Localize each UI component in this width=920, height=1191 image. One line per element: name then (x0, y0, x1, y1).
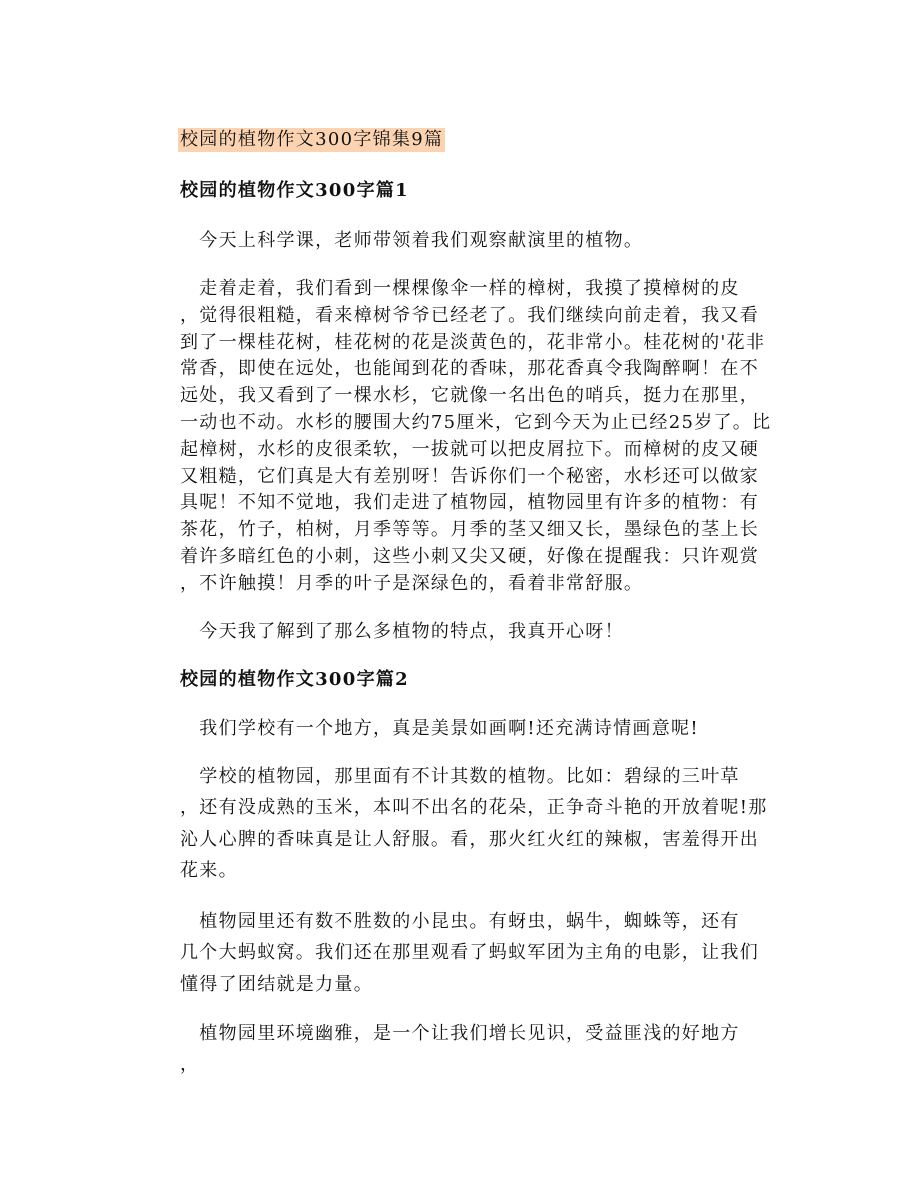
paragraph-line: 茶花，竹子，柏树，月季等等。月季的茎又细又长，墨绿色的茎上长 (180, 519, 759, 541)
paragraph-line: 几个大蚂蚁窝。我们还在那里观看了蚂蚁军团为主角的电影，让我们 (180, 942, 759, 964)
paragraph-line: ，还有没成熟的玉米，本叫不出名的花朵，正争奇斗艳的开放着呢!那 (180, 797, 768, 819)
paragraph-line: ，不许触摸！月季的叶子是深绿色的，看着非常舒服。 (180, 572, 644, 594)
paragraph: 今天上科学课，老师带领着我们观察献演里的植物。 (180, 230, 644, 251)
paragraph-line: 具呢！不知不觉地，我们走进了植物园，植物园里有许多的植物：有 (180, 492, 759, 514)
paragraph-line: 沁人心脾的香味真是让人舒服。看，那火红火红的辣椒，害羞得开出 (180, 828, 759, 850)
paragraph-line: 走着走着，我们看到一棵棵像伞一样的樟树，我摸了摸樟树的皮 (180, 278, 740, 299)
paragraph-line: 远处，我又看到了一棵水杉，它就像一名出色的哨兵，挺力在那里， (180, 385, 759, 407)
paragraph-line: 学校的植物园，那里面有不计其数的植物。比如：碧绿的三叶草 (180, 766, 740, 787)
paragraph-line: 一动也不动。水杉的腰围大约75厘米，它到今天为止已经25岁了。比 (180, 412, 772, 433)
paragraph-line: 又粗糙，它们真是大有差别呀！告诉你们一个秘密，水杉还可以做家 (180, 465, 759, 487)
section-2-heading: 校园的植物作文300字篇2 (180, 669, 409, 690)
paragraph-line: 植物园里还有数不胜数的小昆虫。有蚜虫，蜗牛，蜘蛛等，还有 (180, 911, 740, 932)
paragraph-line: 常香，即使在远处，也能闻到花的香味，那花香真令我陶醉啊！在不 (180, 358, 759, 380)
paragraph-line: 到了一棵桂花树，桂花树的花是淡黄色的，花非常小。桂花树的'花非 (180, 331, 766, 353)
paragraph-line: ，觉得很粗糙，看来樟树爷爷已经老了。我们继续向前走着，我又看 (180, 304, 759, 326)
paragraph-line: 着许多暗红色的小刺，这些小刺又尖又硬，好像在提醒我：只许观赏 (180, 546, 759, 567)
paragraph-line: ， (180, 1054, 200, 1076)
paragraph: 我们学校有一个地方，真是美景如画啊!还充满诗情画意呢! (180, 718, 699, 739)
document-title: 校园的植物作文300字锦集9篇 (180, 129, 444, 150)
section-1-heading: 校园的植物作文300字篇1 (180, 180, 409, 201)
paragraph-line: 花来。 (180, 859, 238, 881)
paragraph-line: 起樟树，水杉的皮很柔软，一拔就可以把皮屑拉下。而樟树的皮又硬 (180, 438, 759, 460)
paragraph: 今天我了解到了那么多植物的特点，我真开心呀！ (180, 621, 624, 642)
paragraph-line: 植物园里环境幽雅，是一个让我们增长见识，受益匪浅的好地方 (180, 1023, 740, 1044)
paragraph-line: 懂得了团结就是力量。 (180, 973, 373, 995)
